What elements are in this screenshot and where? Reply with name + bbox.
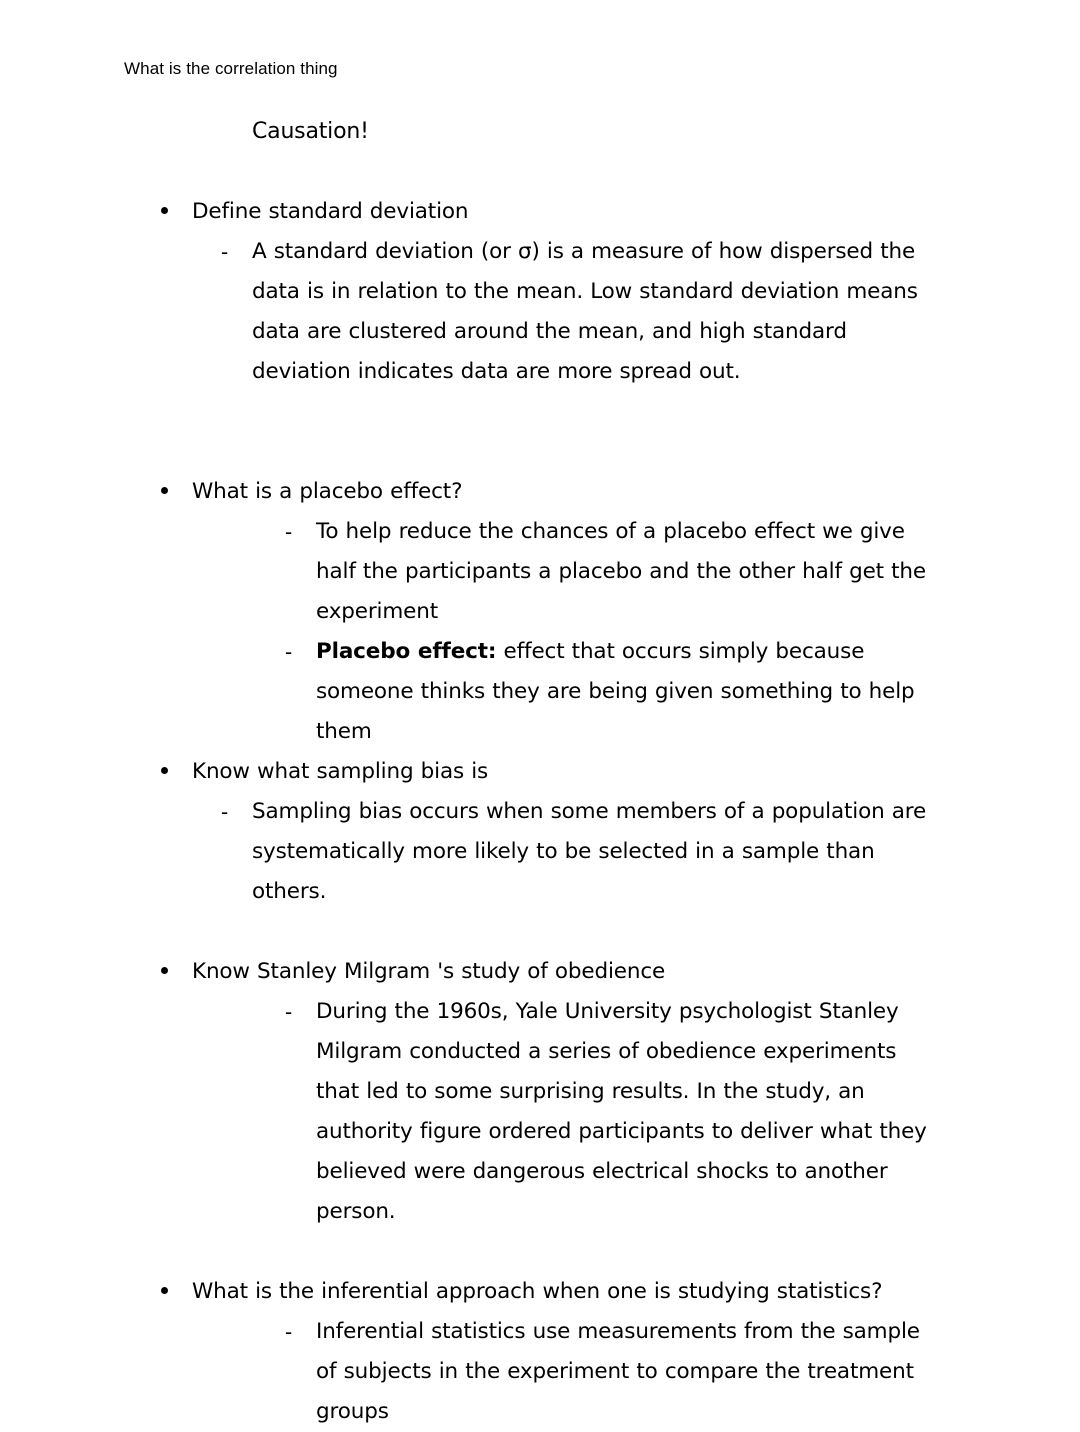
- bullet-label: Know Stanley Milgram 's study of obedience: [192, 959, 666, 984]
- dash-icon: -: [285, 520, 293, 544]
- dash-icon: -: [285, 1320, 293, 1344]
- sub-bullet-item: [0, 792, 1080, 912]
- bullet-item: [0, 192, 1080, 232]
- dash-icon: -: [285, 1000, 293, 1024]
- sub-bullet-label: [316, 639, 915, 744]
- sub-bullet-label: Sampling bias occurs when some members of a population are systematically more likely to be selected in a sample than others.: [252, 799, 927, 904]
- dash-icon: -: [221, 800, 229, 824]
- sub-bullet-term: Placebo effect:: [316, 639, 497, 664]
- bullet-label: What is a placebo effect?: [192, 479, 463, 504]
- document-header: What is the correlation thing: [124, 59, 338, 78]
- bullet-item: [0, 472, 1080, 512]
- sub-bullet-item: [0, 232, 1080, 392]
- bullet-label: What is the inferential approach when one is studying statistics?: [192, 1279, 883, 1304]
- sub-bullet-label: A standard deviation (or σ) is a measure of how dispersed the data is in relation to the mean. Low standard deviation means data are clustered around the mean, and high standard deviation indicates data are more spread out.: [252, 239, 918, 384]
- spacer: [0, 152, 1080, 192]
- bullet-label: Know what sampling bias is: [192, 759, 489, 784]
- bullet-item: [0, 752, 1080, 792]
- spacer: [0, 392, 1080, 472]
- bullet-item: [0, 952, 1080, 992]
- dash-icon: -: [221, 240, 229, 264]
- spacer: [0, 1232, 1080, 1272]
- spacer: [0, 912, 1080, 952]
- sub-bullet-item: [0, 632, 1080, 752]
- sub-bullet-label: To help reduce the chances of a placebo effect we give half the participants a placebo and the other half get the experiment: [316, 519, 926, 624]
- bullet-dot-icon: [161, 192, 168, 232]
- page-title: Causation!: [252, 119, 369, 144]
- bullet-label: Define standard deviation: [192, 199, 469, 224]
- sub-bullet-item: [0, 512, 1080, 632]
- bullet-dot-icon: [161, 952, 168, 992]
- bullet-dot-icon: [161, 752, 168, 792]
- bullet-dot-icon: [161, 472, 168, 512]
- bullet-dot-icon: [161, 1272, 168, 1312]
- sub-bullet-item: [0, 1312, 1080, 1432]
- section-milgram-obedience: [0, 952, 1080, 1232]
- sub-bullet-label: During the 1960s, Yale University psychologist Stanley Milgram conducted a series of obedience experiments that led to some surprising results. In the study, an authority figure ordered participants to deliver what they believed were dangerous electrical shocks to another person.: [316, 999, 927, 1224]
- dash-icon: -: [285, 640, 293, 664]
- section-inferential-statistics: [0, 1272, 1080, 1432]
- bullet-item: [0, 1272, 1080, 1312]
- document-body: [0, 112, 1080, 1432]
- sub-bullet-label: Inferential statistics use measurements from the sample of subjects in the experiment to compare the treatment groups: [316, 1319, 920, 1424]
- sub-bullet-definition: effect that occurs simply because someone thinks they are being given something to help them: [316, 639, 915, 744]
- section-placebo-effect: [0, 472, 1080, 752]
- section-standard-deviation: [0, 192, 1080, 392]
- sub-bullet-item: [0, 992, 1080, 1232]
- section-sampling-bias: [0, 752, 1080, 912]
